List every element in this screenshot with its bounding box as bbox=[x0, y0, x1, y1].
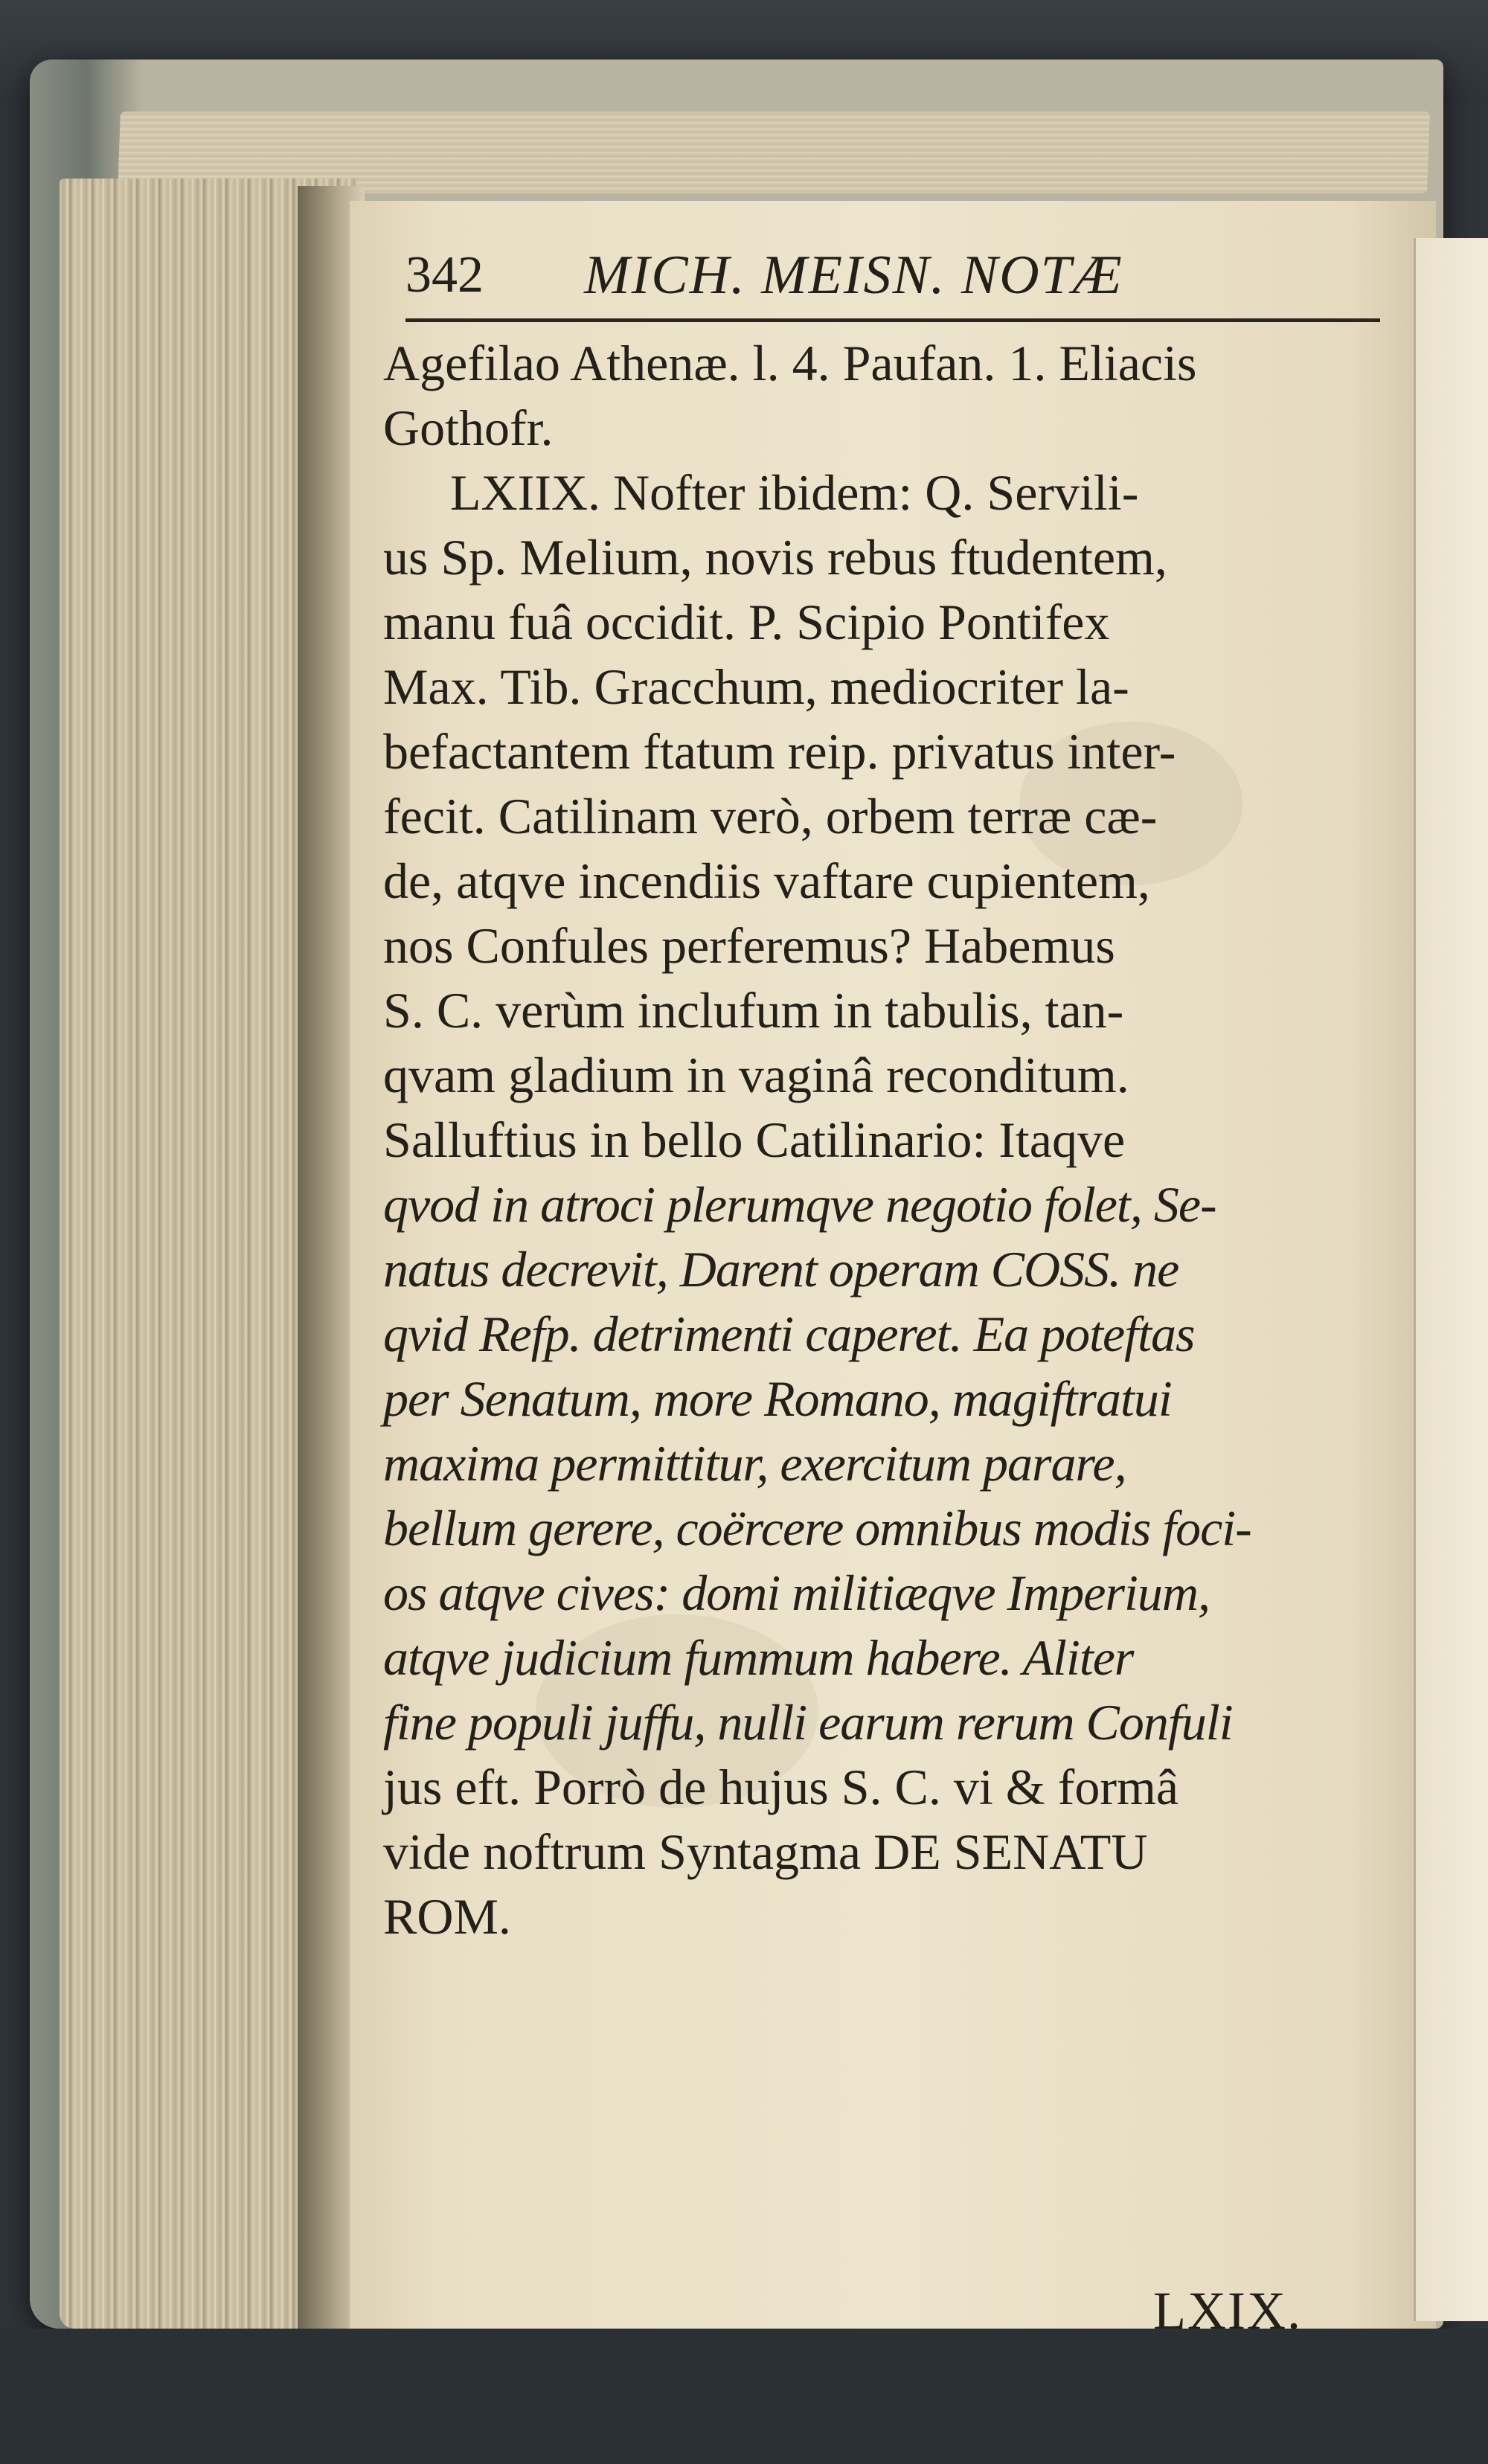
text-line-italic: per Senatum, more Romano, magiftratui bbox=[383, 1370, 1172, 1427]
text-line-italic: maxima permittitur, exercitum parare, bbox=[383, 1435, 1126, 1492]
text-line-italic: atqve judicium fummum habere. Aliter bbox=[383, 1629, 1134, 1686]
page-body bbox=[383, 331, 1380, 1949]
bottom-backdrop bbox=[0, 2329, 1488, 2464]
text-line: Salluftius in bello Catilinario: Itaqve bbox=[383, 1111, 1126, 1168]
text-line: us Sp. Melium, novis rebus ftudentem, bbox=[383, 529, 1167, 585]
text-line: nos Confules perferemus? Habemus bbox=[383, 917, 1115, 974]
text-line: jus eft. Porrò de hujus S. C. vi & formâ bbox=[383, 1759, 1179, 1815]
text-line: LXIIX. Nofter ibidem: Q. Servili- bbox=[450, 464, 1139, 521]
text-line: Max. Tib. Gracchum, mediocriter la- bbox=[383, 658, 1129, 715]
facing-page-edge bbox=[1414, 238, 1488, 2321]
text-line: befactantem ftatum reip. privatus inter- bbox=[383, 723, 1176, 780]
text-line: de, atqve incendiis vaftare cupientem, bbox=[383, 853, 1150, 909]
text-line: qvam gladium in vaginâ reconditum. bbox=[383, 1047, 1129, 1103]
text-line: ROM. bbox=[383, 1888, 511, 1945]
text-line-italic: fine populi juffu, nulli earum rerum Confuli bbox=[383, 1694, 1233, 1751]
text-line-italic: natus decrevit, Darent operam COSS. ne bbox=[383, 1241, 1179, 1297]
text-line-italic: bellum gerere, coërcere omnibus modis foci- bbox=[383, 1500, 1251, 1556]
header-rule bbox=[405, 318, 1380, 322]
text-line: vide noftrum Syntagma DE SENATU bbox=[383, 1823, 1148, 1880]
text-column bbox=[383, 238, 1380, 2341]
text-line: Agefilao Athenæ. l. 4. Paufan. 1. Eliacis bbox=[383, 335, 1197, 391]
text-line-italic: qvid Refp. detrimenti caperet. Ea poteftas bbox=[383, 1306, 1195, 1362]
text-line: fecit. Catilinam verò, orbem terræ cæ- bbox=[383, 788, 1158, 844]
text-line: manu fuâ occidit. P. Scipio Pontifex bbox=[383, 594, 1110, 650]
page-number: 342 bbox=[405, 246, 484, 304]
text-line: S. C. verùm inclufum in tabulis, tan- bbox=[383, 982, 1124, 1039]
text-line: Gothofr. bbox=[383, 400, 554, 456]
text-line-italic: os atqve cives: domi militiæqve Imperium, bbox=[383, 1565, 1210, 1621]
running-head bbox=[383, 238, 1380, 312]
catchword: LXIX. bbox=[1153, 2281, 1302, 2341]
running-title: MICH. MEISN. NOTÆ bbox=[584, 245, 1123, 306]
text-line-italic: qvod in atroci plerumqve negotio folet, Se- bbox=[383, 1176, 1216, 1233]
